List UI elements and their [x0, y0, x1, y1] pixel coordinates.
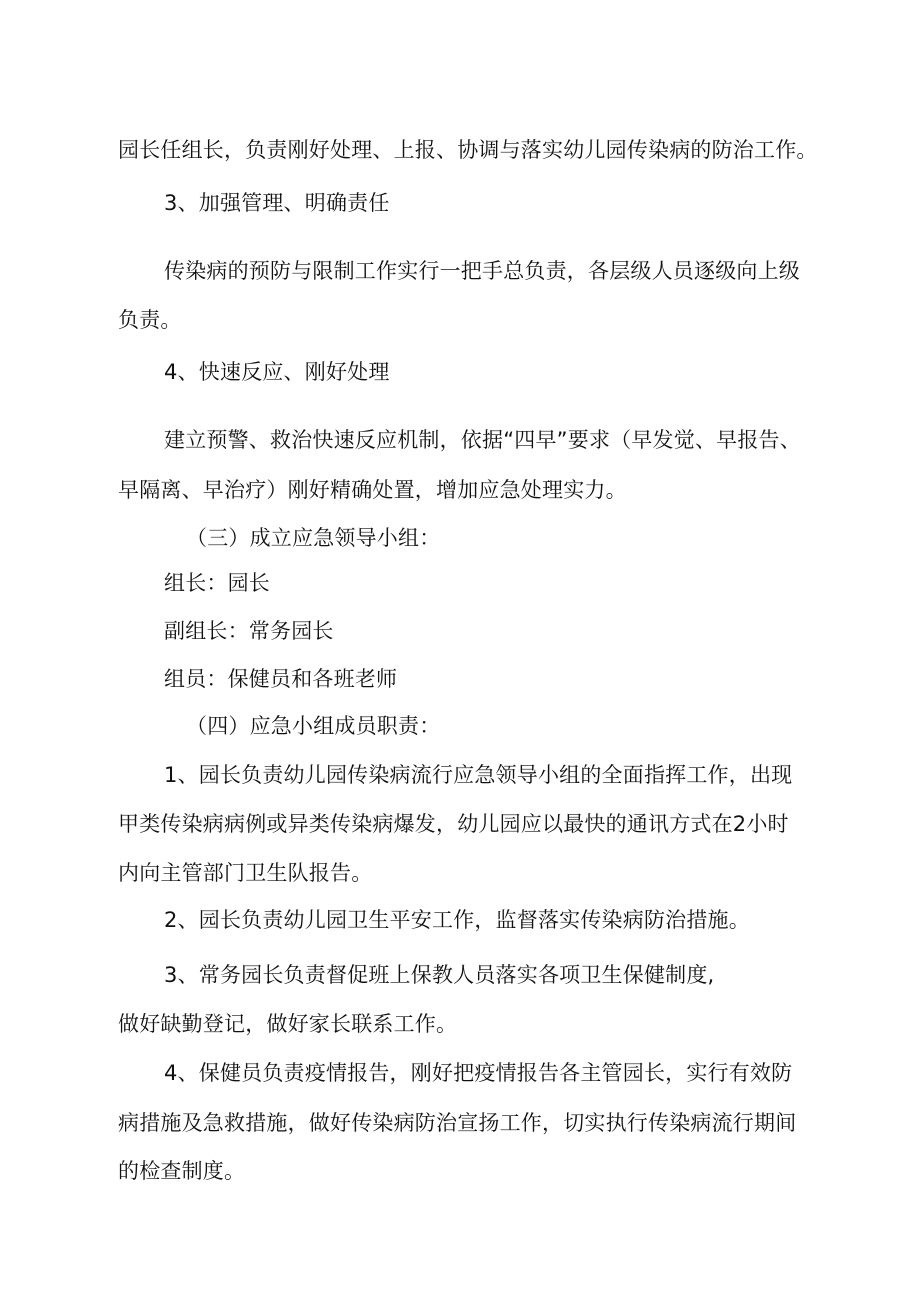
section-heading: 4、快速反应、刚好处理: [164, 360, 390, 384]
paragraph-line: 建立预警、救治快速反应机制，依据“四早”要求（早发觉、早报告、: [164, 428, 801, 452]
paragraph-line: 3、常务园长负责督促班上保教人员落实各项卫生保健制度,: [164, 963, 715, 987]
paragraph-line: 组长：园长: [164, 571, 270, 595]
paragraph-line: 负责。: [118, 308, 182, 332]
paragraph-line: 1、园长负责幼儿园传染病流行应急领导小组的全面指挥工作，出现: [164, 763, 793, 787]
paragraph-line: 传染病的预防与限制工作实行一把手总负责，各层级人员逐级向上级: [164, 259, 800, 283]
paragraph-line: 甲类传染病病例或异类传染病爆发，幼儿园应以最快的通讯方式在2小时: [118, 812, 789, 836]
section-heading: （四）应急小组成员职责：: [186, 714, 441, 738]
paragraph-line: 病措施及急救措施，做好传染病防治宣扬工作，切实执行传染病流行期间: [118, 1111, 797, 1135]
section-heading: 3、加强管理、明确责任: [164, 191, 390, 215]
section-heading: （三）成立应急领导小组：: [186, 526, 441, 550]
paragraph-line: 内向主管部门卫生队报告。: [118, 861, 373, 885]
paragraph-line: 4、保健员负责疫情报告，刚好把疫情报告各主管园长，实行有效防: [164, 1061, 793, 1085]
paragraph-line: 的检查制度。: [118, 1159, 246, 1183]
paragraph-line: 园长任组长，负责刚好处理、上报、协调与落实幼儿园传染病的防治工作。: [118, 138, 818, 162]
paragraph-line: 副组长：常务园长: [164, 619, 334, 643]
paragraph-line: 早隔离、早治疗）刚好精确处置，增加应急处理实力。: [118, 478, 627, 502]
paragraph-line: 做好缺勤登记，做好家长联系工作。: [118, 1012, 458, 1036]
paragraph-line: 2、园长负责幼儿园卫生平安工作，监督落实传染病防治措施。: [164, 908, 750, 932]
paragraph-line: 组员：保健员和各班老师: [164, 667, 398, 691]
